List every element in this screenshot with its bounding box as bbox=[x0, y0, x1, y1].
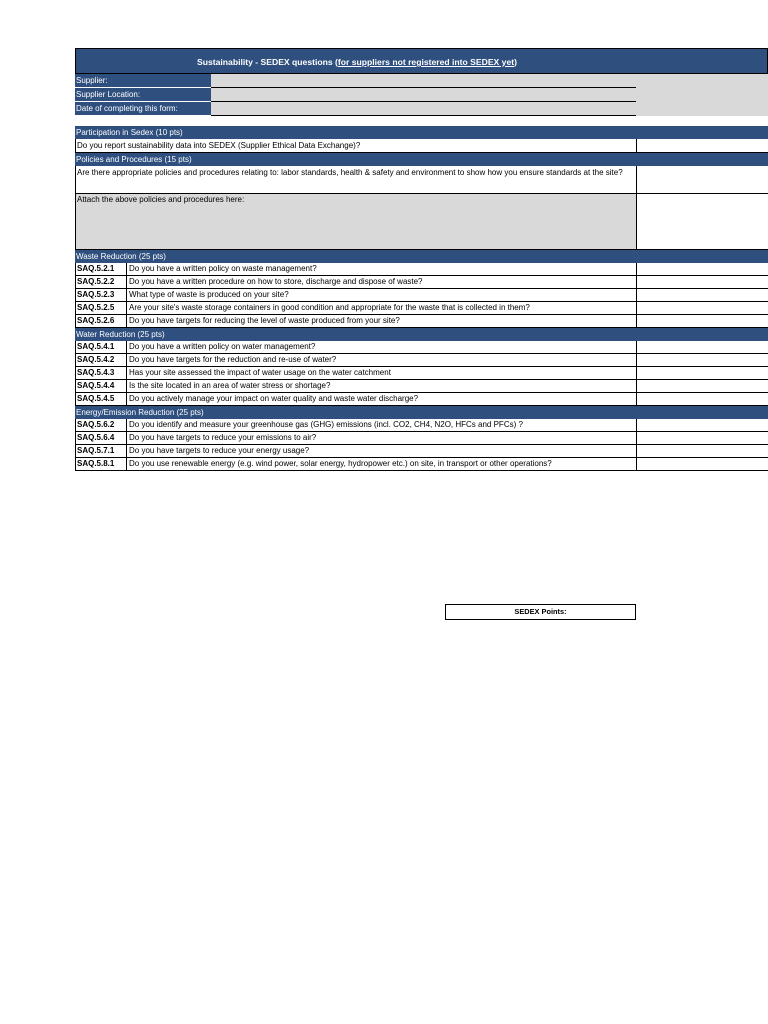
form-title bbox=[75, 48, 768, 74]
form-title-text: Sustainability - SEDEX questions (for suppliers not registered into SEDEX yet) bbox=[197, 57, 517, 67]
date-input[interactable] bbox=[211, 102, 636, 116]
question-code: SAQ.5.6.2 bbox=[76, 419, 127, 431]
question-row[interactable] bbox=[75, 367, 768, 380]
question-row[interactable] bbox=[75, 432, 768, 445]
question-text: Has your site assessed the impact of water usage on the water catchment bbox=[127, 367, 637, 379]
question-code: SAQ.5.2.6 bbox=[76, 315, 127, 327]
section-policies-header: Policies and Procedures (15 pts) bbox=[75, 153, 768, 166]
question-policies[interactable]: Are there appropriate policies and procedures relating to: labor standards, health & safety and environment to show how you ensure standards at the site? bbox=[75, 166, 768, 194]
question-row[interactable] bbox=[75, 341, 768, 354]
supplier-location-input[interactable] bbox=[211, 88, 636, 102]
question-code: SAQ.5.4.3 bbox=[76, 367, 127, 379]
question-code: SAQ.5.4.1 bbox=[76, 341, 127, 353]
question-row[interactable] bbox=[75, 419, 768, 432]
question-text: Are your site's waste storage containers in good condition and appropriate for the waste that is collected in them? bbox=[127, 302, 637, 314]
question-row[interactable] bbox=[75, 445, 768, 458]
question-text: Do you have a written policy on waste management? bbox=[127, 263, 637, 275]
supplier-row bbox=[75, 74, 768, 88]
question-code: SAQ.5.4.4 bbox=[76, 380, 127, 392]
question-participation[interactable]: Do you report sustainability data into SEDEX (Supplier Ethical Data Exchange)? bbox=[75, 139, 768, 153]
question-code: SAQ.5.8.1 bbox=[76, 458, 127, 470]
question-code: SAQ.5.2.2 bbox=[76, 276, 127, 288]
spacer-row bbox=[75, 116, 768, 126]
date-row bbox=[75, 102, 768, 116]
sedex-form bbox=[75, 48, 768, 471]
question-row[interactable] bbox=[75, 263, 768, 276]
question-row[interactable] bbox=[75, 458, 768, 471]
question-text: Do you have targets for reducing the level of waste produced from your site? bbox=[127, 315, 637, 327]
supplier-label: Supplier: bbox=[75, 74, 211, 88]
supplier-input[interactable] bbox=[211, 74, 636, 88]
supplier-location-row bbox=[75, 88, 768, 102]
section-water-header: Water Reduction (25 pts) bbox=[75, 328, 768, 341]
question-code: SAQ.5.2.3 bbox=[76, 289, 127, 301]
supplier-location-label: Supplier Location: bbox=[75, 88, 211, 102]
section-energy-header: Energy/Emission Reduction (25 pts) bbox=[75, 406, 768, 419]
question-row[interactable] bbox=[75, 354, 768, 367]
question-text: Do you have a written policy on water management? bbox=[127, 341, 637, 353]
section-waste-header: Waste Reduction (25 pts) bbox=[75, 250, 768, 263]
question-row[interactable] bbox=[75, 393, 768, 406]
question-text: Is the site located in an area of water stress or shortage? bbox=[127, 380, 637, 392]
question-row[interactable] bbox=[75, 302, 768, 315]
question-text: Do you have targets to reduce your emissions to air? bbox=[127, 432, 637, 444]
question-code: SAQ.5.2.5 bbox=[76, 302, 127, 314]
question-text: Do you use renewable energy (e.g. wind power, solar energy, hydropower etc.) on site, in transport or other operations? bbox=[127, 458, 637, 470]
question-code: SAQ.5.4.5 bbox=[76, 393, 127, 405]
question-text: Do you have targets for the reduction and re-use of water? bbox=[127, 354, 637, 366]
question-row[interactable] bbox=[75, 276, 768, 289]
section-participation-header: Participation in Sedex (10 pts) bbox=[75, 126, 768, 139]
date-label: Date of completing this form: bbox=[75, 102, 211, 116]
question-code: SAQ.5.4.2 bbox=[76, 354, 127, 366]
question-text: Do you have a written procedure on how to store, discharge and dispose of waste? bbox=[127, 276, 637, 288]
question-row[interactable] bbox=[75, 380, 768, 393]
question-text: Do you actively manage your impact on water quality and waste water discharge? bbox=[127, 393, 637, 405]
question-row[interactable] bbox=[75, 289, 768, 302]
question-code: SAQ.5.2.1 bbox=[76, 263, 127, 275]
question-row[interactable] bbox=[75, 315, 768, 328]
question-text: Do you have targets to reduce your energy usage? bbox=[127, 445, 637, 457]
sedex-points-box: SEDEX Points: bbox=[445, 604, 636, 620]
question-code: SAQ.5.6.4 bbox=[76, 432, 127, 444]
question-text: Do you identify and measure your greenhouse gas (GHG) emissions (incl. CO2, CH4, N2O, HFCs and PFCs) ? bbox=[127, 419, 637, 431]
question-text: What type of waste is produced on your site? bbox=[127, 289, 637, 301]
question-code: SAQ.5.7.1 bbox=[76, 445, 127, 457]
attach-policies-area[interactable]: Attach the above policies and procedures here: bbox=[75, 194, 768, 250]
